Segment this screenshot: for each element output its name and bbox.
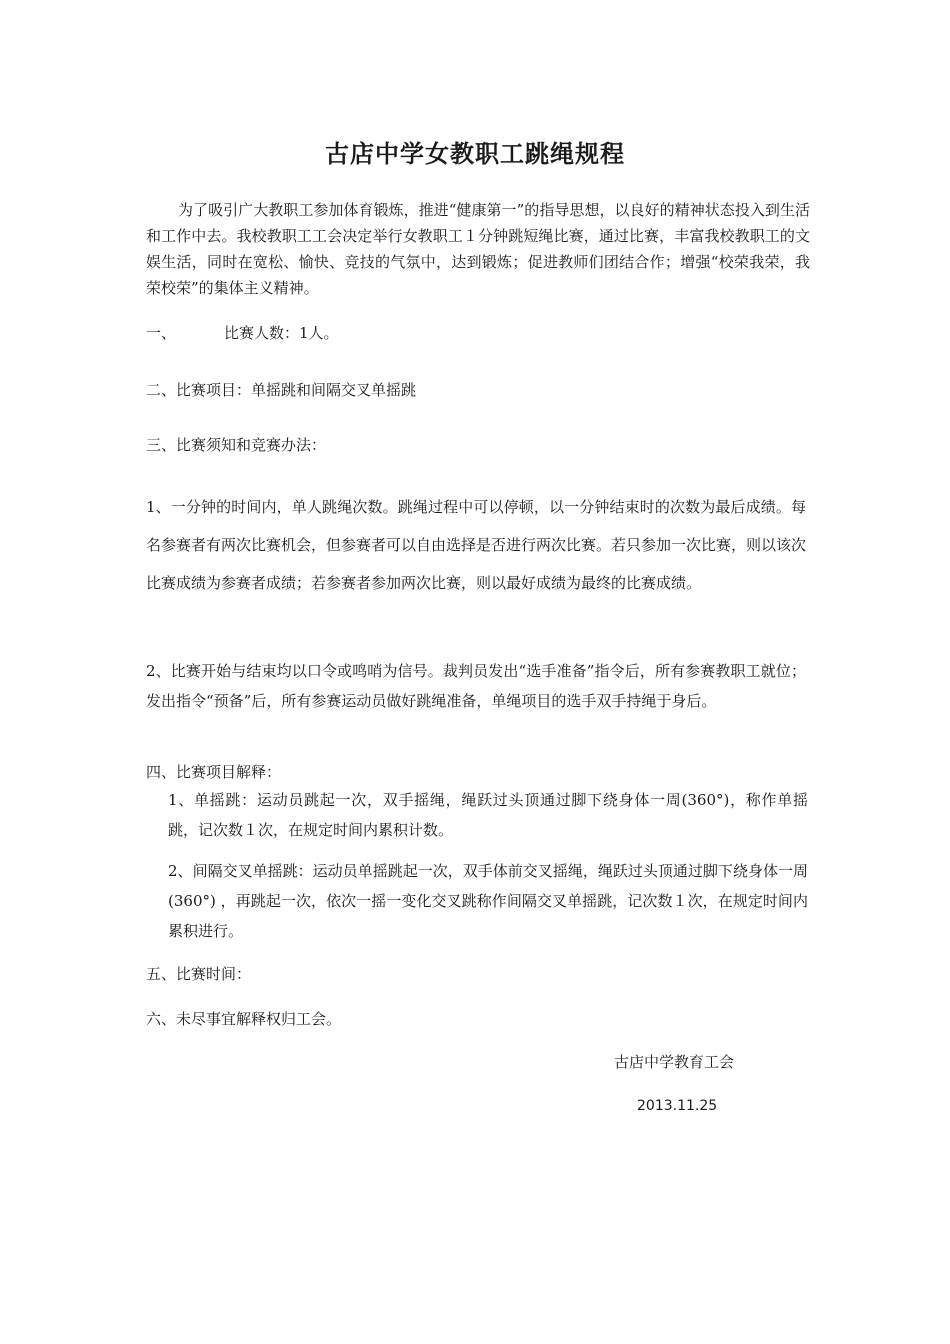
intro-paragraph: 为了吸引广大教职工参加体育锻炼，推进“健康第一”的指导思想，以良好的精神状态投入到生活和工作中去。我校教职工工会决定举行女教职工１分钟跳短绳比赛，通过比赛，丰富我校教职工的文娱生活，同时在宽松、愉快、竞技的气氛中，达到锻炼；促进教师们团结合作；增强“校荣我荣，我荣校荣”的集体主义精神。 <box>146 201 810 297</box>
signature: 古店中学教育工会 <box>614 1053 735 1071</box>
section-explanation-heading: 四、比赛项目解释： <box>146 763 282 781</box>
section-misc: 六、未尽事宜解释权归工会。 <box>146 1010 342 1028</box>
section-number: 一、 <box>146 324 177 342</box>
section-participants <box>146 322 339 344</box>
section-time: 五、比赛时间： <box>146 965 252 983</box>
section-text: 比赛人数：1人。 <box>224 324 339 342</box>
rule-1-paragraph: 1、一分钟的时间内，单人跳绳次数。跳绳过程中可以停顿，以一分钟结束时的次数为最后成绩。每名参赛者有两次比赛机会，但参赛者可以自由选择是否进行两次比赛。若只参加一次比赛，则以该次比赛成绩为参赛者成绩；若参赛者参加两次比赛，则以最好成绩为最终的比赛成绩。 <box>146 498 807 592</box>
section-events: 二、比赛项目：单摇跳和间隔交叉单摇跳 <box>146 381 417 399</box>
explanation-2-paragraph: 2、间隔交叉单摇跳：运动员单摇跳起一次，双手体前交叉摇绳，绳跃过头顶通过脚下绕身体一周(360°) ，再跳起一次，依次一摇一变化交叉跳称作间隔交叉单摇跳，记次数１次，在规定时间内累积进行。 <box>168 862 808 940</box>
document-date: 2013.11.25 <box>637 1098 718 1114</box>
section-rules-heading: 三、比赛须知和竞赛办法： <box>146 436 327 454</box>
document-title: 古店中学女教职工跳绳规程 <box>325 140 625 168</box>
explanation-1-paragraph: 1、单摇跳：运动员跳起一次，双手摇绳，绳跃过头顶通过脚下绕身体一周(360°)，称作单摇跳，记次数１次，在规定时间内累积计数。 <box>168 791 808 839</box>
rule-2-paragraph: 2、比赛开始与结束均以口令或鸣哨为信号。裁判员发出“选手准备”指令后，所有参赛教职工就位；发出指令“预备”后，所有参赛运动员做好跳绳准备，单绳项目的选手双手持绳于身后。 <box>146 662 806 710</box>
